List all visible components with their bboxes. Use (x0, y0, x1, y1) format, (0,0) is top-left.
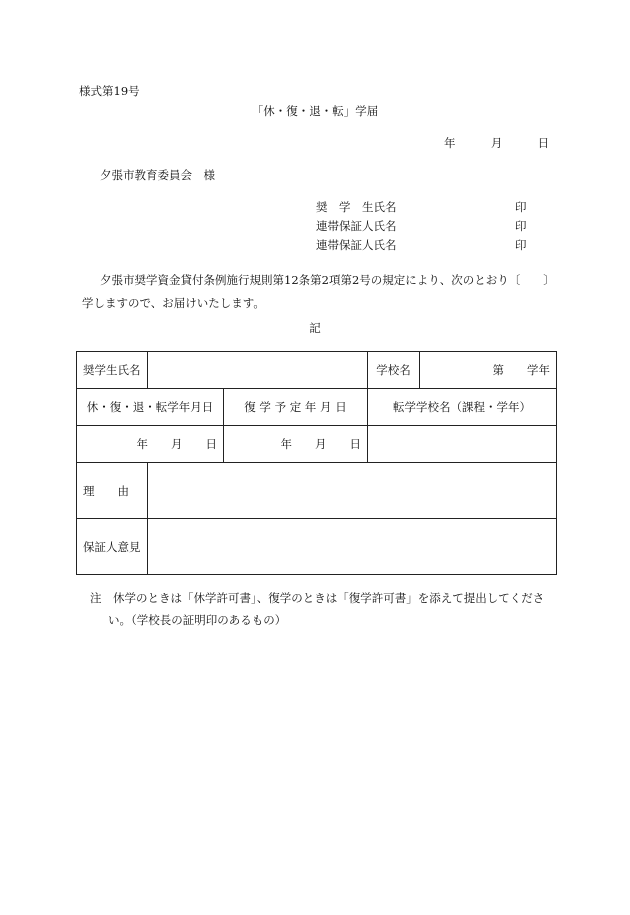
date-day: 日 (537, 136, 550, 150)
student-name-label: 奨学生氏名 (77, 352, 148, 389)
signatory-guarantor-2-label: 連帯保証人氏名 (316, 238, 397, 252)
seal-mark: 印 (515, 200, 527, 214)
transfer-school-header: 転学学校名（課程・学年） (368, 389, 557, 426)
addressee: 夕張市教育委員会 様 (100, 168, 215, 182)
note (90, 587, 560, 631)
reason-label: 理 由 (77, 463, 148, 519)
guarantor-opinion-label: 保証人意見 (77, 519, 148, 575)
return-date-field[interactable]: 年 月 日 (224, 426, 368, 463)
seal-mark: 印 (515, 238, 527, 252)
absence-date-field[interactable]: 年 月 日 (77, 426, 224, 463)
school-label: 学校名 (368, 352, 420, 389)
body-line-2: 学しますので、お届けいたします。 (82, 296, 265, 310)
ki-heading: 記 (309, 321, 321, 335)
note-line-1: 注 休学のときは「休学許可書」、復学のときは「復学許可書」を添えて提出してくださ (90, 591, 545, 605)
date-month: 月 (490, 136, 503, 150)
seal-mark: 印 (515, 219, 527, 233)
submission-date (444, 138, 549, 150)
grade-field[interactable]: 第 学年 (420, 352, 557, 389)
reason-field[interactable] (148, 463, 557, 519)
transfer-school-field[interactable] (368, 426, 557, 463)
body-line-1: 夕張市奨学資金貸付条例施行規則第12条第2項第2号の規定により、次のとおり〔 〕 (100, 273, 555, 287)
note-line-2: い。（学校長の証明印のあるもの） (108, 613, 287, 627)
guarantor-opinion-field[interactable] (148, 519, 557, 575)
form-title: 「休・復・退・転」学届 (251, 104, 379, 118)
form-number: 様式第19号 (79, 84, 140, 98)
signatory-student-label: 奨 学 生氏名 (316, 200, 397, 214)
student-name-field[interactable] (148, 352, 368, 389)
absence-date-header: 休・復・退・転学年月日 (77, 389, 224, 426)
body-text (82, 269, 562, 315)
signatory-guarantor-1-label: 連帯保証人氏名 (316, 219, 397, 233)
return-date-header: 復 学 予 定 年 月 日 (224, 389, 368, 426)
date-year: 年 (444, 136, 456, 150)
form-table (76, 351, 557, 575)
